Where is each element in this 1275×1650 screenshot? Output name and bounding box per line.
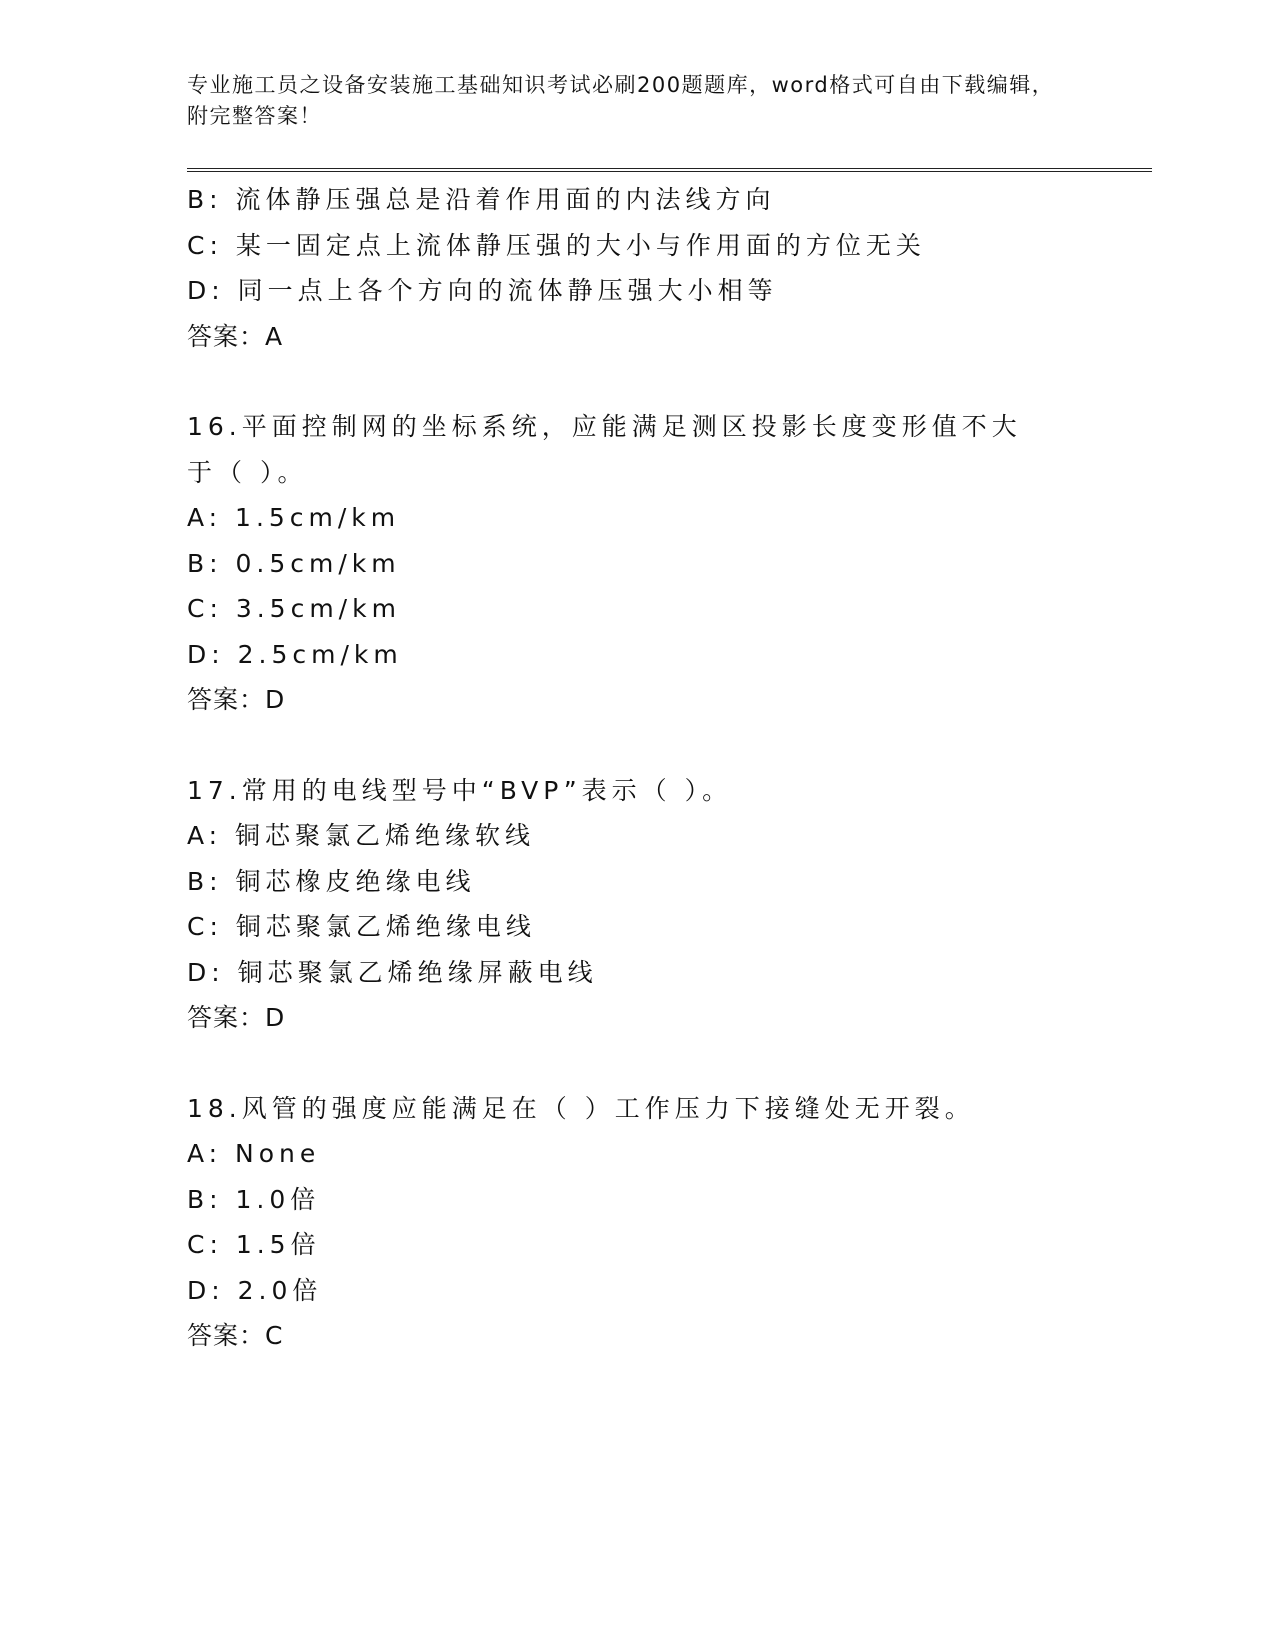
option-c: C: 铜芯聚氯乙烯绝缘电线 [187,912,536,941]
option-c: C: 1.5倍 [187,1230,321,1259]
continued-question [187,177,1152,359]
question-17 [187,768,1152,1041]
option-b: B: 流体静压强总是沿着作用面的内法线方向 [187,185,776,214]
option-a: A: 铜芯聚氯乙烯绝缘软线 [187,821,536,850]
question-16 [187,404,1152,723]
option-d: D: 2.0倍 [187,1275,323,1305]
question-stem: 16.平面控制网的坐标系统，应能满足测区投影长度变形值不大于（ ）。 [187,412,1022,487]
option-d: D: 2.5cm/km [187,639,403,669]
option-c: C: 3.5cm/km [187,594,401,623]
option-a: A: None [187,1139,321,1168]
option-d: D: 同一点上各个方向的流体静压强大小相等 [187,276,778,305]
question-stem: 18.风管的强度应能满足在（ ）工作压力下接缝处无开裂。 [187,1093,975,1123]
option-b: B: 1.0倍 [187,1184,321,1214]
question-18 [187,1086,1152,1359]
question-stem: 17.常用的电线型号中“BVP”表示（ ）。 [187,775,733,805]
answer-line: 答案：C [187,1321,284,1350]
option-d: D: 铜芯聚氯乙烯绝缘屏蔽电线 [187,957,598,987]
answer-line: 答案：D [187,1003,286,1032]
document-header: 专业施工员之设备安装施工基础知识考试必刷200题题库，word格式可自由下载编辑，附完整答案！ [187,73,1055,128]
option-b: B: 铜芯橡皮绝缘电线 [187,866,476,896]
option-c: C: 某一固定点上流体静压强的大小与作用面的方位无关 [187,230,926,260]
document-page [187,70,1152,1359]
answer-line: 答案：D [187,685,286,714]
option-a: A: 1.5cm/km [187,503,401,532]
option-b: B: 0.5cm/km [187,548,401,578]
answer-line: 答案：A [187,321,284,351]
header-divider [187,168,1152,172]
